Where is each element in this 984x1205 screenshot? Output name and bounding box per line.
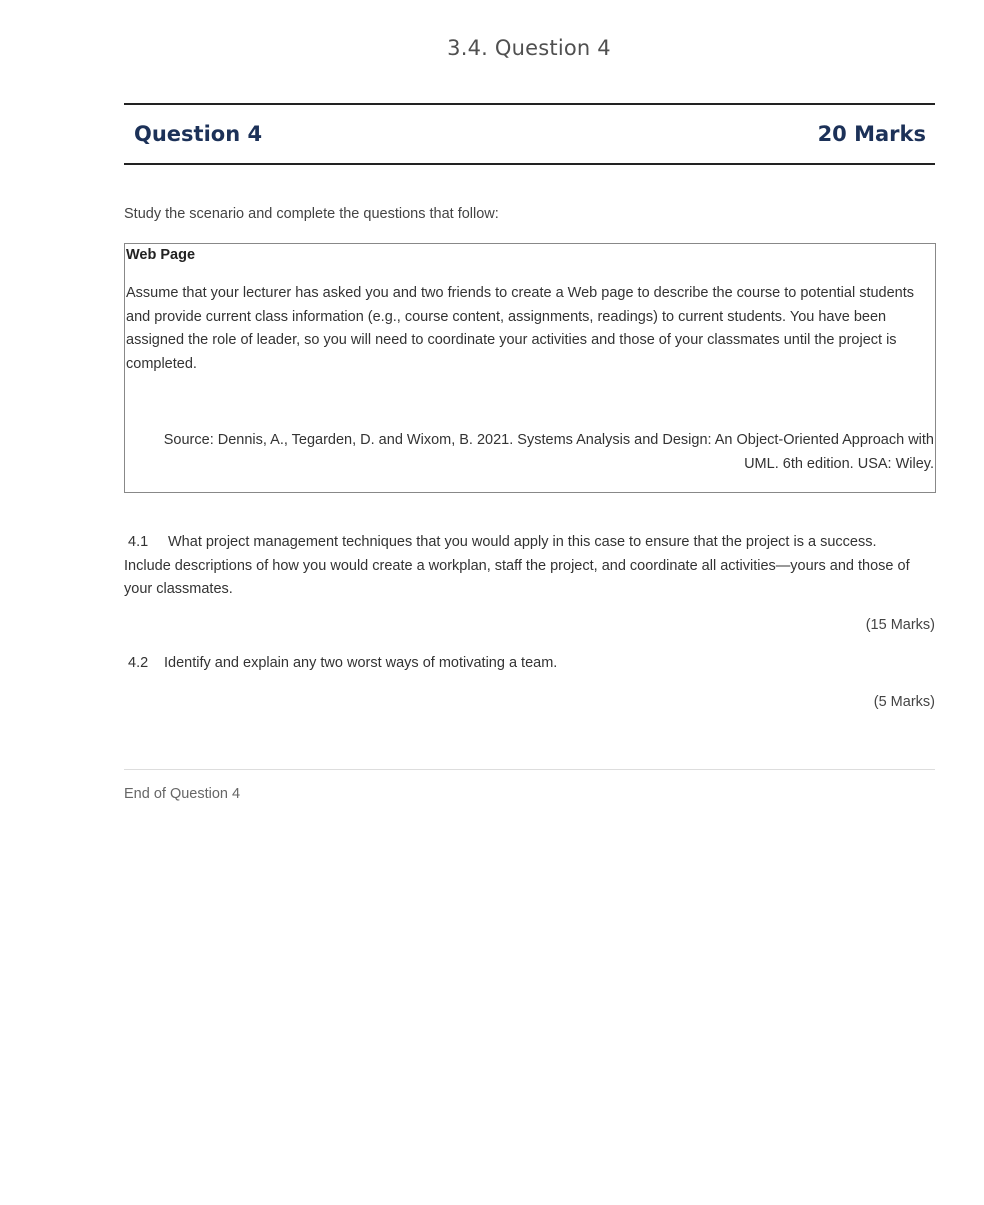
question-text: What project management techniques that you would apply in this case to ensure that the project is a success. Include descriptions of how you would create a workplan, staff the project, and coordinate all activities—yours and those of your classmates.	[124, 534, 910, 597]
scenario-source: Source: Dennis, A., Tegarden, D. and Wixom, B. 2021. Systems Analysis and Design: An Object-Oriented Approach with UML. 6th edition. USA: Wiley.	[163, 432, 934, 472]
question-number: 4.2	[128, 655, 149, 671]
instructions: Study the scenario and complete the questions that follow:	[124, 206, 499, 222]
question-4-2	[124, 655, 557, 671]
question-4-1	[124, 531, 924, 602]
scenario-title: Web Page	[126, 247, 196, 263]
scenario-body: Assume that your lecturer has asked you and two friends to create a Web page to describe the course to potential students and provide current class information (e.g., course content, assignments, readings) to current students. You have been assigned the role of leader, so you will need to coordinate your activities and those of your classmates until the project is completed.	[126, 285, 915, 372]
question-4-1-marks: (15 Marks)	[865, 617, 935, 633]
scenario-box	[124, 243, 936, 493]
divider	[124, 769, 935, 770]
question-total-marks: 20 Marks	[817, 122, 926, 146]
question-title: Question 4	[134, 122, 263, 146]
question-text: Identify and explain any two worst ways of motivating a team.	[164, 655, 558, 671]
page-title: 3.4. Question 4	[447, 36, 611, 60]
end-note: End of Question 4	[124, 786, 241, 802]
question-4-2-marks: (5 Marks)	[873, 694, 935, 710]
question-header	[124, 103, 935, 165]
question-number: 4.1	[128, 534, 149, 550]
